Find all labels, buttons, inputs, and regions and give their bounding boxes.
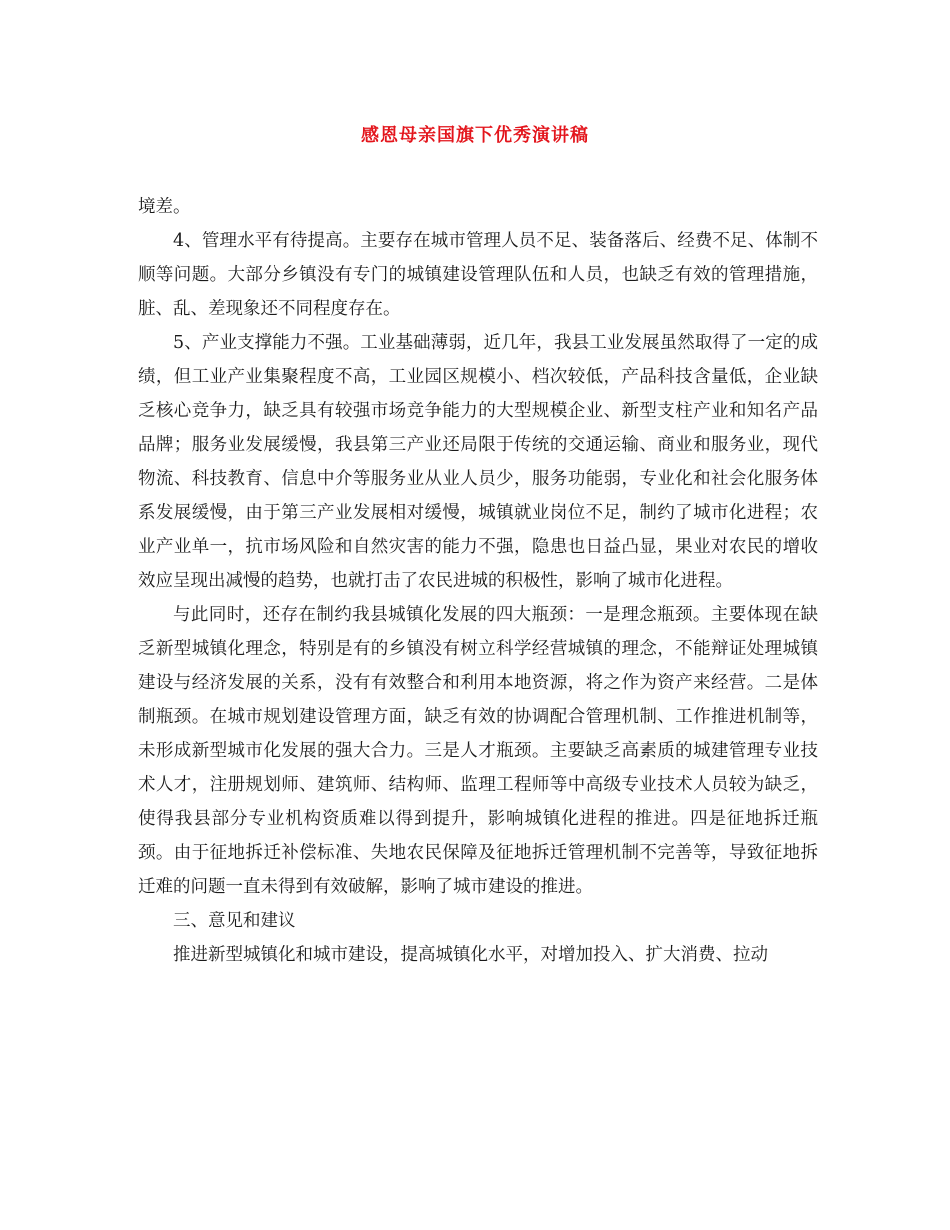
paragraph-3: 5、产业支撑能力不强。工业基础薄弱，近几年，我县工业发展虽然取得了一定的成绩，但工业产业集聚程度不高，工业园区规模小、档次较低，产品科技含量低，企业缺乏核心竞争力，缺乏具有较强市场竞争能力的大型规模企业、新型支柱产业和知名产品品牌；服务业发展缓慢，我县第三产业还局限于传统的交通运输、商业和服务业，现代物流、科技教育、信息中介等服务业从业人员少，服务功能弱，专业化和社会化服务体系发展缓慢，由于第三产业发展相对缓慢，城镇就业岗位不足，制约了城市化进程；农业产业单一，抗市场风险和自然灾害的能力不强，隐患也日益凸显，果业对农民的增收效应呈现出减慢的趋势，也就打击了农民进城的积极性，影响了城市化进程。 [138, 333, 818, 591]
paragraph-5: 推进新型城镇化和城市建设，提高城镇化水平，对增加投入、扩大消费、拉动 [173, 945, 768, 965]
paragraph-4: 与此同时，还存在制约我县城镇化发展的四大瓶颈：一是理念瓶颈。主要体现在缺乏新型城镇化理念，特别是有的乡镇没有树立科学经营城镇的理念，不能辩证处理城镇建设与经济发展的关系，没有有效整合和利用本地资源，将之作为资产来经营。二是体制瓶颈。在城市规划建设管理方面，缺乏有效的协调配合管理机制、工作推进机制等，未形成新型城市化发展的强大合力。三是人才瓶颈。主要缺乏高素质的城建管理专业技术人才，注册规划师、建筑师、结构师、监理工程师等中高级专业技术人员较为缺乏，使得我县部分专业机构资质难以得到提升，影响城镇化进程的推进。四是征地拆迁瓶颈。由于征地拆迁补偿标准、失地农民保障及征地拆迁管理机制不完善等，导致征地拆迁难的问题一直未得到有效破解，影响了城市建设的推进。 [138, 605, 818, 897]
paragraph-2: 4、管理水平有待提高。主要存在城市管理人员不足、装备落后、经费不足、体制不顺等问题。大部分乡镇没有专门的城镇建设管理队伍和人员，也缺乏有效的管理措施，脏、乱、差现象还不同程度存在。 [138, 231, 818, 319]
paragraph-1: 境差。 [138, 197, 191, 217]
page-title: 感恩母亲国旗下优秀演讲稿 [361, 125, 589, 146]
section-heading: 三、意见和建议 [173, 911, 296, 931]
document-body [138, 190, 818, 972]
